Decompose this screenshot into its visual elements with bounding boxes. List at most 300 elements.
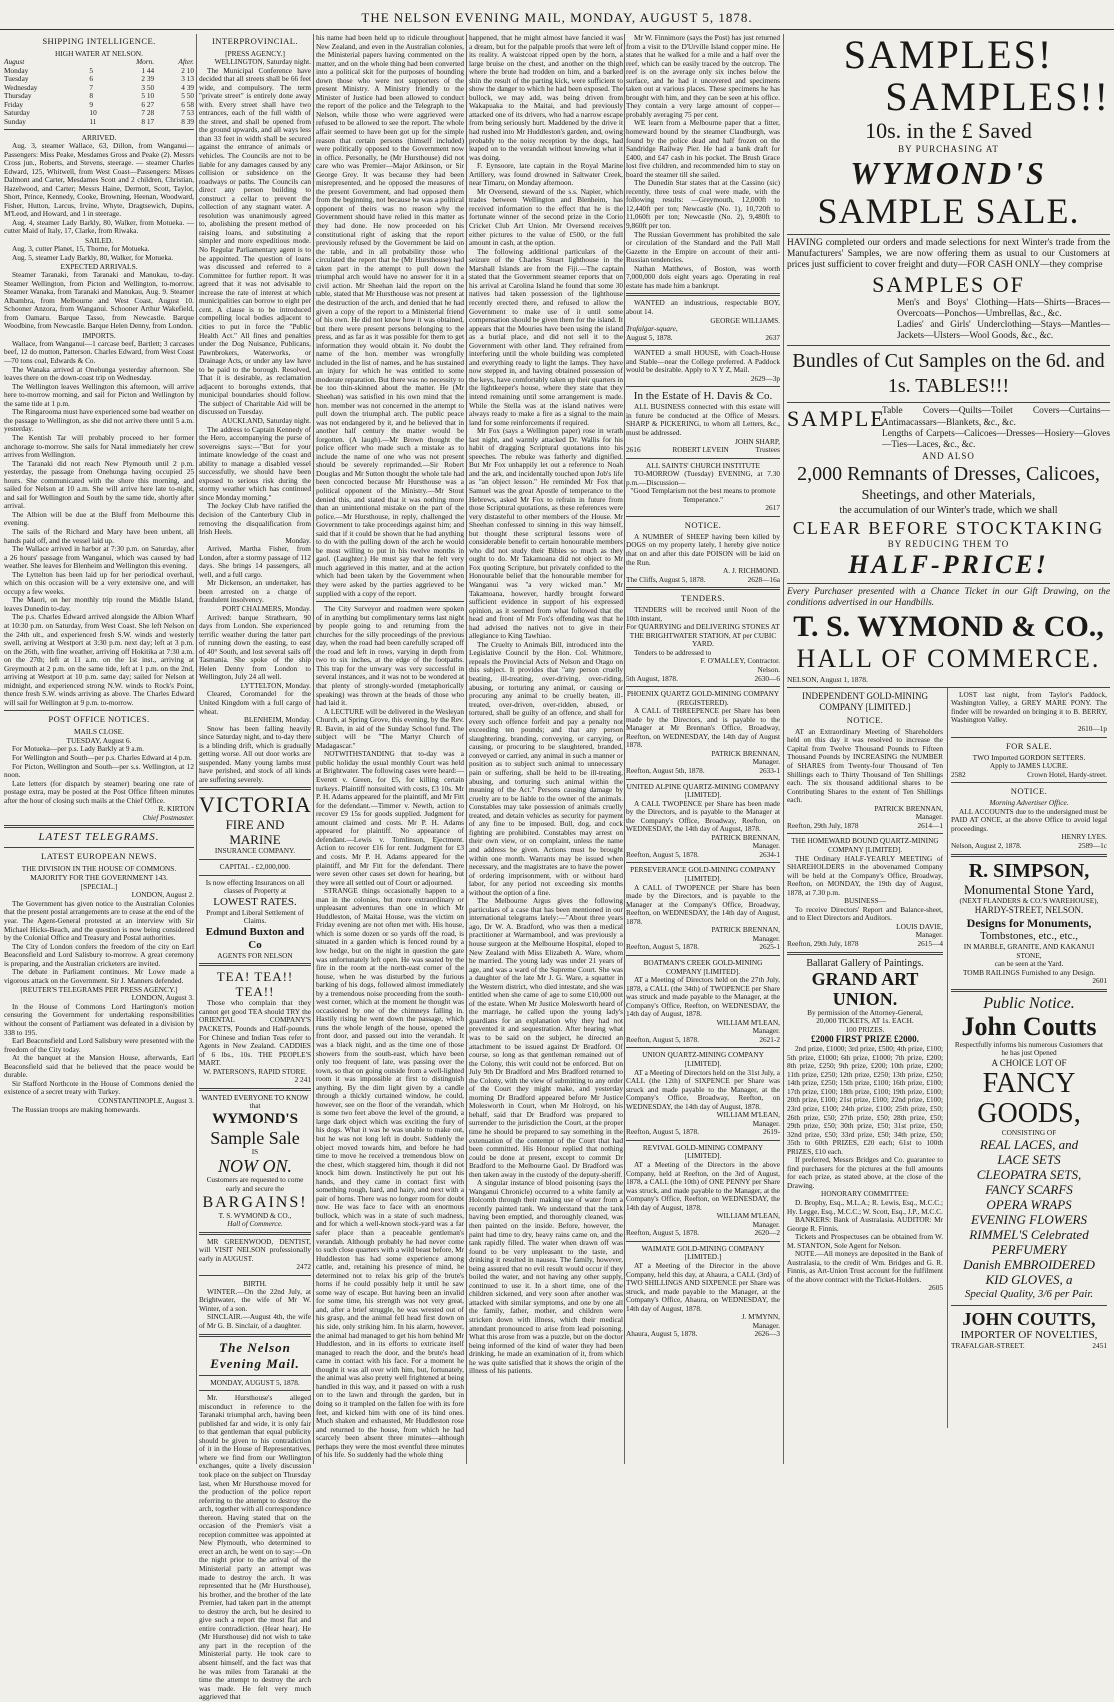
ad-signature: PATRICK BRENNAN, [711,748,780,758]
paragraph: The Taranaki did not reach New Plymouth until 2 p.m. yesterday, the passage from Onehunga having occupied 25 hours. She communicated with the shore this morning, and sailed for Nelson at 10 a.m. She will arrive here late to-night, and sail for Wellington and South by the same tide, shortly after arrival. [4,458,194,511]
paragraph: Cleared, Coromandel for the United Kingdom with a full cargo of wheat. [199,689,311,716]
ad-signature: W. PATERSON'S, RAPID STORE. [203,1066,307,1076]
masthead: THE NELSON EVENING MAIL, MONDAY, AUGUST 5, 1878. [0,0,1114,30]
table-cell: 5 10 [141,91,155,100]
paragraph: Nathan Matthews, of Boston, was worth 7,000,000 dols eight years ago. Operating in real estate has made him a bankrupt. [626,263,780,290]
table-cell: Tuesday [4,74,29,83]
dateline: Monday. [285,535,311,545]
table-cell: 7 53 [181,108,194,117]
paragraph: Sir Stafford Northcote in the House of Commons denied the existence of a secret treaty with Turkey. [4,1078,194,1097]
paragraph: The Cruelty to Animals Bill, introduced into the Legislative Council by the Hon. Col. Whitmore, repeals the Provincial Acts of Nelson and Otago on this subject. It provides that "any person cruelly beating, ill-treating, over-driving, over-riding, abusing, or torturing any animal, or causing or procuring any animal to be cruelly beaten, ill-treated, over-driven, over-ridden, abused, or tortured, shall be guilty of an offence, and shall for every such offence forfeit and pay a penalty not exceeding ten pounds; and that any person slaughtering, branding, conveying, or carrying, or causing, or procuring to be slaughtered, branded, conveyed or carried, any animal in such a manner or position as to subject such animal to unnecessary pain or suffering, shall be held to be ill-treating, abusing, and torturing such animal within the meaning of the Act." Persons causing damage by cruelty are to be liable to the owner of the animals. Constables may take possession of animals cruelly treated, and detain vehicles as security for payment of any fine to be imposed. Bull, dog, and cock fighting are prohibited. Constables may arrest on their own view, or on complaint, unless the name and address be given. Actions must be brought within one month. Warrants may be issued when necessary, and the magistrates are to have the power of ordering imprisonment, with or without hard labor, for any period not exceeding six months without the option of a fine. [469,639,623,897]
column-interprovincial [199,34,312,1702]
ad-text: A CALL TWOPENCE per Share has been made by the Directors, and is payable to the Manager at the Company's Office, Broadway, Reefton, on WEDNESDAY, the 14th day of August, 1878. [626,798,780,834]
ad-samples-of: SAMPLES OF [872,271,1025,297]
paragraph: Aug. 3, steamer Wallace, 63, Dillon, from Wanganui—Passengers: Miss Peake, Mesdames Gross and Peake (2). Messrs Cross jun., Roberts, and Stevens, steerage. — steamer Charles Edward, 125, Whitwell, from West Coast—Passengers: Misses Dalmont and Carter, Mesdames Scott and 2 children, Christian, Hazelwood, and Carter; Messrs Haine, Dermott, Scott, Taylor, Short, Prince, Kennedy, Cooke, Browning, Heenan, Woodward, Fisher, Hutton, Larcus, Irvine, Whyte, Dragtsewich, Dupins, M'Leod, and Howard, and 1 in steerage. [4,141,194,219]
paragraph: Mr Oversend, steward of the s.s. Napier, which trades between Wellington and Blenheim, has received information to the effect that he is the fortunate winner of the second prize in the Corio Cricket Club Art Union. Mr Oversend receives either pictures to the value of £500, or the full amount in cash, at the option. [469,186,623,248]
table-cell: 8 17 [141,116,155,126]
ad-date: Reefton, August 5, 1878. 2620—2 [626,1228,780,1238]
ad-text: If preferred, Messrs Bridges and Co. guarantee to find purchasers for the pictures at the full amounts for each prize, as stated above, at the close of the Drawing. [787,1155,943,1190]
paragraph: F. Eynsoore, late captain in the Royal Marine Artillery, was found drowned in Saltwater Creek, near Timaru, on Monday afternoon. [469,161,623,188]
ad-heading: ALL SAINTS' CHURCH INSTITUTE [646,460,760,470]
ad-text: Tickets and Prospectuses can be obtained from W. M. STANTON, Sole Agent for Nelson. [787,1232,943,1250]
ad-text: To receive Directors' Report and Balance-sheet, and to Elect Directors and Auditors. [787,904,943,923]
paragraph: A LECTURE will be delivered in the Wesleyan Church, at Spring Grove, this evening, by the Rev. R. Bavin, in aid of the Sunday School fund. The subject will be "The Martyr Church of Madagascar." [316,706,464,750]
table-cell: 5 50 [181,91,194,100]
ad-heading: WAIMATE GOLD-MINING COMPANY [LIMITED.] [641,1243,765,1262]
paragraph: STRANGE things occasionally happen to a man in the colonies, but more extraordinary or unpleasant adventures than one in which Mr Huddleston, of Maitai House, was the victim on Friday evening are not often met with. His house, which is some dozen or so yards off the road, is situated in a garden which is fenced round by a low hedge, but on the night in question the gate was unfortunately left open. He was seated by the fire in the room at the north-east corner of the house, when he was disturbed by the furious barking of his dogs, followed almost immediately by a tremendous noise proceeding from the south-west corner, which at the moment he thought was occasioned by one of the chimneys falling in. Hastily rising he went down the passage, which runs the whole length of the house, opened the front door, and passed out into the verandah. It was a black night, and as the time one of those showers from the south-east, which have been only too frequent of late, was passing over the town, so that on going outside from a well-lighted room it was impossible at first to distinguish anything. By the dim light given by a candle through a thickly curtained window, he could, however, see on the floor of the verandah, which is some two feet above the level of the ground, a large dark object which was exciting the fury of his dogs. What it was he was unable to make out, but he was not long left in doubt. Suddenly the object moved towards him, and before he had time to move he received a tremendous blow on the chest, which staggered him, though it did not knock him down. Instinctively he put out his hands, and they came in contact first with something rough, hard, and hairy, and next with a pair of horns. There was no longer room for doubt now. He was face to face with an enormous bullock, which was in a state of such madness, and for which a well-known stock-yard was a far safer place than a peaceable gentleman's verandah. Although probably he had never come to such close quarters with a wild beast before, Mr Huddleston has had some experience among cattle, and, retaining his presence of mind, he determined not to relax his grip of the brute's horns if he could possibly help it until he saw some way of escape. But having been an invalid for some time, his strength was not very great, and, after a brief struggle, he was wrested out of his grasp, and the animal fell head first down on his side, only striking him. In his alarm, however, the animal had managed to get his horn behind Mr Huddleston, and in its efforts to extricate itself managed to reach the door, and the brute's head came in contact with his face. For a moment he thought it was all over with him, but, fortunately, the animal was also pretty well frightened at being handled in this way, and it passed on with a rush on to the lawn and through the garden, but in doing so it trampled on the fallen foe with its fore feet, and kicked him with one of its hind ones. Much shaken and exhausted, Mr Huddleston rose and returned to the house, from which he had scarcely been absent three minutes—although perhaps they were the most eventful three minutes of his life. So suddenly had the whole thing [316,886,464,1460]
paragraph: The City Surveyor and roadmen were spoken of in anything but complimentary terms last night by people going to and returning from the churches for the silly proceedings of the previous day, when the road had been carefully scraped off the road and left in rows, varying in depth from two to six inches, at the edge of the footpaths. This trap for the unwary was very successful in several instances, and it was not to be wondered at that plenty of strongly-worded (metaphorically speaking) was thrown at the heads of those who had laid it. [316,604,464,708]
ad-signature: WILLIAM M'LEAN, [716,1110,780,1120]
table-cell: 4 39 [181,82,194,92]
table-cell: 2 39 [141,74,155,83]
paragraph: Mr Dickenson, an undertaker, has been arrested on a charge of fraudulent insolvency. [199,578,311,605]
ad-text: A NUMBER of SHEEP having been killed by DOGS on my property lately, I hereby give notice that on and after this date POISON will be laid on the Run. [626,531,780,567]
ad-samples-heading: SAMPLES!! [885,74,1110,119]
ad-text: WANTED a small HOUSE, with Coach-House and Stable—near the College preferred. A Paddock would be desirable. Apply to X Y Z, Mail. [626,348,780,375]
paragraph: Aug. 4, steamer Lady Barkly, 80, Walker, from Motueka. — cutter Maid of Italy, 17, Clarke, from Riwaka. [4,217,194,236]
table-cell: Wednesday [4,82,38,92]
table-cell: 8 39 [181,116,194,126]
dateline: BLENHEIM, Monday. [243,715,311,725]
ad-item: OPERA WRAPS [986,1197,1072,1213]
table-cell: Morn. [136,57,155,66]
subheading: [SPECIAL.] [80,882,118,892]
ad-heading: BOATMAN'S CREEK GOLD-MINING COMPANY [LIMITED]. [643,957,763,976]
ad-date: Reefton, August 5, 1878. 2619- [626,1127,780,1137]
paragraph: his name had been held up to ridicule throughout New Zealand, and even in the Australian colonies, the Ministerial papers having commented on the matter, and on the whole thing had been converted into a political skit for the purposes of hounding down those who were not supporters of the present Ministry. A Ministry friendly to the Minister of Justice had been allowed to conduct the report of the police and the Telegraph to the Nelson, while those who were aggrieved were refused to be allowed to see the report. The whole affair seemed to have been got up for the simple reason that certain persons (himself included) were politically opposed to the Government now in office. Personally, he (Mr Hursthouse) did not care who was Premier—Major Atkinson, or Sir George Grey. It was because they had been misrepresented, and he opposed the measures of the present Government, and had opposed them from the beginning, not because he was a political opponent of theirs was no reason why the Government should have relied in this matter as they had done. He now proceeded on his constitutional right of asking that the report previously refused by the Government be laid on the table, and in all probability those who circulated the report that he (Mr Hursthouse) had taken part in the attempt to pull down the triumphal arch would have no answer for it in a civil action. Mr Sheehan laid the report on the table, stated that Mr Hursthouse was not present at the destruction of the arch, and denied that he had given a copy of the report to a Ministerial friend of his own. He did not know how it was obtained, but there were present persons belonging to the press, and as far as it was possible for them to get information they would obtain it. No doubt the name of the hon. member was wrongfully included in the list of names, and he has sustained an injury for which he was entitled to some moderate reparation. But there was no necessity to be too thin-skinned about the matter. He (Mr Sheehan) was satisfied in his own mind that the hon. member was not concerned in the attempt to pull down the triumphal arch. The public peace was not endangered by it, and he believed that in another half century the matter would be forgotten. (A laugh).—Mr Brown thought the police officer who made such a mistake as to include the name of one who was not present should be severely reprimanded.—Sir Robert Douglas and Mr Sutton thought the whole tale had been concocted because Mr Hursthouse was a political opponent of the Ministry.—Mr Stout denied this, and stated that it was nothing more than an unintentional mistake on the part of the police.—Mr Hursthouse, in reply, challenged the Government to take proceedings against him; and said that if it could be shown that he had anything to do with the pulling down of the arch he would be most willing to put in his twelve months in gaol. (Laughter.) He must say that he felt very much aggrieved in this matter, and at the action which had been taken by the Government when they were asked by the parties aggrieved to be supplied with a copy of the report. [316,33,464,598]
table-cell: 7 28 [141,108,155,117]
column-shipping [4,34,194,1466]
ad-text: By permission of the Attorney-General, [807,1007,923,1017]
paragraph: The following additional particulars of the seizure of the Charles Stuart lighthouse in the Marshall Islands are from the Fiji.—The captain stated that the Government steamer reports that on his arrival at Carolina Island he found that some 30 natives had taken possession of the lighthouse recently erected there, and refused to allow the Government to make use of it until some compensation should be given them for the island. It appears that the Mouries have been using the island as a burial place, and did not sell it to the Government with other land. They refrained from interfering until the whole building was completed and everything ready to light the lamps. They have now stepped in, and having obtained possession of the keys, have comfortably taken up their quarters in the lightkeeper's house, where they state that they intend remaining until some arrangement is made. While the Stella was at the island natives were always ready to make a fire as a signal to the main land for some reinforcements if required. [469,246,623,427]
ad-bundles: Bundles of Cut Samples on the 6d. and 1s. TABLES!!! [792,350,1105,398]
ad-date: Reefton, 29th July, 1878 2615—4 [787,938,943,948]
ad-heading: INDEPENDENT GOLD-MINING COMPANY [LIMITED.] [801,690,929,712]
subheading: ARRIVED. [81,133,117,142]
ad-text: "Good Templarism not the best means to promote Temperance." [630,486,776,504]
paragraph: Late letters (for dispatch by steamer) bearing one rate of postage extra, may be posted at the Post Office fifteen minutes after the hour of closing such mails at the Chief Office. [4,778,194,805]
ad-signature: JOHN SHARP, [734,436,780,446]
ad-text: 20,000 TICKETS, AT 1s. EACH. [816,1016,914,1026]
paragraph: The Dunedin Star states that at the Cassino (sic) recently, three tests of coal were made, with the following results: —Greymouth, 12,000ft to 12,440ft per ton; Newcastle (No. 1), 10,720ft to 11,060ft per ton; Newcastle (No. 2), 9,480ft to 9,860ft per ton. [626,178,780,231]
subcolumn-mining [787,691,943,1426]
subheading: [PRESS AGENCY.] [225,49,285,58]
ad-tsw: T. S. WYMOND & CO., [793,609,1104,643]
ad-date: Reefton, 29th July, 1878 2614—1 [787,820,943,830]
ad-agent-label: AGENTS FOR NELSON [217,950,293,960]
paragraph: For Picton, Wellington and South—per s.s. Wellington, at 12 noon. [4,761,194,780]
ad-fancy-goods: FANCY GOODS, [977,1067,1081,1129]
ad-signature: Manager. [752,1219,780,1229]
subheading: HIGH WATER AT NELSON. [54,49,143,58]
table-cell: 3 13 [181,74,194,83]
ad-heading: TENDERS. [680,593,726,604]
ad-signature: Manager. [752,841,780,851]
ad-text: NOTE.—All moneys are deposited in the Bank of Australasia, to the credit of Wm. Bridges and G. R. Finnis, as Art-Union Trust account for the fulfilment of the above contract with the Ticket-Holders. [787,1249,943,1284]
ad-victoria-capital: CAPITAL - £2,000,000. [219,862,291,872]
ad-list: Table Covers—Quilts—Toilet Covers—Curtains—Antimacassars—Blankets, &c., &c. [882,406,1110,428]
ad-number: 2629—3p [750,373,780,383]
ad-number: 2617 [765,503,780,513]
ad-text: WANTED EVERYONE TO KNOW that [201,1092,309,1111]
ad-tea-title: TEA! TEA!! TEA!! [216,969,294,1000]
ad-text: D. Brophy, Esq., M.L.A.; R. Lewis, Esq., M.C.C.; Hy. Legge, Esq., M.C.C.; W. Scott, Esq., J.P., M.C.C. [787,1198,943,1216]
subheading: IMPORTS. [82,330,116,340]
ad-list: Ladies' and Girls' Underclothing—Stays—Mantles—Jackets—Ulsters—Wool Goods, &c., &c. [897,320,1110,342]
ad-text: (NEXT FLANDERS & CO.'S WAREHOUSE), [959,895,1099,905]
paper-date: MONDAY, AUGUST 5, 1878. [210,1377,300,1387]
dateline: PORT CHALMERS, Monday. [222,604,311,613]
paragraph: Arrived: barque Strathearn, 90 days from London. She experienced terrific weather during the latter part of running down the easting, to east of 40° South, and lost several sails off Tasmania. She spoke of the ship Helen Denny from London to Wellington, July 24 all well. [199,612,311,682]
ad-list: Lengths of Carpets—Calicoes—Dresses—Hosiery—Gloves—Ties—Laces, &c., &c. [882,428,1110,451]
ad-signature: Manager. [752,1320,780,1330]
ad-text: TENDERS will be received until Noon of the 10th instant, [626,605,780,623]
column-editorial [316,34,464,1466]
table-row [4,101,194,110]
subheading: MAJORITY FOR THE GOVERNMENT 143. [30,873,168,883]
ad-hoc: HALL OF COMMERCE. [796,643,1101,673]
ad-number: 2601 [1092,976,1107,986]
paragraph: SINCLAIR.—August 4th, the wife of Mr G. B. Sinclair, of a daughter. [199,1312,311,1330]
ad-subcolumns [787,688,1110,1428]
ad-item: LACE SETS [997,1152,1061,1168]
paragraph: The Wanaka arrived at Onehunga yesterday afternoon. She leaves there on the down-coast trip on Wednesday. [4,364,194,383]
subheading: TUESDAY, August 6. [66,736,132,746]
paragraph: The City of London confers the freedom of the city on Earl Beaconsfield and Lord Salisbury to-morrow. A great ceremony is preparing, and the Australian cricketers are invited. [4,941,194,968]
ad-text: AT a Meeting of the Director in the above Company, held this day, at Ahaura, a CALL (3rd) of TWO SHILLINGS AND SIXPENCE per Share was struck, and made payable to the Manager, at the Company's Office, Ahaura, on WEDNESDAY, the 14th day of August, 1878. [626,1261,780,1313]
section-heading: POST OFFICE NOTICES. [48,714,150,725]
paragraph: The Municipal Conference have decided that all streets shall be 66 feet wide, and compulsory. The term "private street" is entirely done away with. Every street shall have two entrances, each of the full width of the street, and shall be opened from the ground upwards, and all ways less than 33 feet in width shall be secured against the entrance of animals or vehicles. The Councils are not to be liable for any damages caused by any collision or subsidence on the roadways or paths. The Councils can direct any person building to construct a cellar to prevent the collection of any stagnant water. A resolution was unanimously agreed to, abolishing the present method of raising loans, and substituting a simpler and more expeditious mode. No Regular Parliamentary agent is to be appointed. The question of loans was discussed and referred to a Committee for further report. It was agreed that it was not advisable to increase the rate of interest at which municipalities can borrow to eight per cent. A clause is to be introduced compelling local bodies adjacent to cities to put in force the "Public Health Act." All fines and penalties under the Dog Nuisance, Publicans, Pawnbrokers, Waterworks, or Drainage Acts, or under any law have to be paid to the borough. Resolved, That it is desirable, as reclamation adjacent to boroughs extends, that municipal boundaries should follow. The subject of Charitable Aid will be discussed on Tuesday. [199,65,311,417]
section-heading: SHIPPING INTELLIGENCE. [42,36,156,46]
subheading: [REUTER'S TELEGRAMS PER PRESS AGENCY.] [20,985,178,995]
ad-text: HARDY-STREET, NELSON. [974,905,1084,916]
dateline: AUCKLAND, Saturday night. [221,415,311,425]
paragraph: WE learn from a Melbourne paper that a fitter, homeward bound by the steamer Claudburgh, was found by the police dead and half frozen on the Sandridge Railway Pier. He had a bank draft for £400, and £47 cash in his pocket. The Brush Grace lost five children, and recommended him to stay on board the steamer till she sailed. [626,118,780,179]
ad-text: BUSINESS— [844,896,886,906]
ad-text: Customers are requested to come early and secure the [206,1175,304,1193]
ad-text: TO-MORROW (Tuesday) EVENING, at 7.30 p.m.—Discussion— [626,469,780,487]
ad-text: Designs for Monuments, [966,916,1092,931]
ad-signature: Manager. [752,933,780,943]
ad-signature: LOUIS DAVIE, [896,921,943,931]
high-water-table [4,58,194,126]
ad-sample: SAMPLE [787,406,886,432]
table-cell: 3 50 [141,82,155,92]
ad-text: BY REDUCING THEM TO [887,539,1010,550]
ad-text: BANKERS: Bank of Australasia. AUDITOR: Mr George R. Finnis. [787,1215,943,1233]
ad-now-on: NOW ON. [217,1156,292,1177]
section-heading: LATEST TELEGRAMS. [38,831,160,844]
ad-text: ALL BUSINESS connected with this estate will in future be conducted at the Office of Messrs. SHARP & PICKERING, to whom all Letters, &c., must be addressed. [626,402,780,437]
ad-text: IN MARBLE, GRANITE, AND KAKANUI STONE, [963,942,1095,960]
signature-title: Chief Postmaster. [142,812,194,822]
paragraph: The address to Captain Kennedy of the Hero, accompanying the purse of sovereigns says:—"But for your intimate knowledge of the coast and ability to manage a disabled vessel successfully, we should have been exposed to serious risk during the stormy weather which has continued since Monday morning." [199,424,311,502]
ad-text: LOST last night, from Taylor's Paddock, Washington Valley, a GREY MARE PONY. The finder will be rewarded on bringing it to B. BERRY, Washington Valley. [951,689,1107,725]
ad-text: IS [251,1146,259,1156]
ad-simpson: R. SIMPSON, [968,859,1090,882]
table-cell: 9 [89,99,94,109]
paper-title: The Nelson Evening Mail. [210,1339,300,1371]
ad-text: AT a Meeting of Directors held on the 31st July, a CALL (the 12th) of SIXPENCE per Share was struck and made payable to the Manager, at the Company's Office, Broadway, Reefton, on WEDNESDAY, the 14th day of August, 1878. [626,1067,780,1111]
column-rule [466,34,467,1464]
ad-heading: THE HOMEWARD BOUND QUARTZ-MINING COMPANY [LIMITED]. [791,836,939,854]
ad-signature: F. O'MALLEY, Contractor. [700,656,780,666]
dateline: LYTTELTON, Monday. [240,680,311,690]
ad-john-coutts: John Coutts [961,1011,1097,1041]
ad-date: Reefton, August 5, 1878. 2621-2 [626,1034,780,1044]
column-notices [626,34,780,1466]
ad-text: the accumulation of our Winter's trade, which we shall [839,505,1058,517]
ad-heading: UNITED ALPINE QUARTZ-MINING COMPANY [LIMITED]. [626,781,780,800]
ad-text: Apply to JAMES LUCRE. [989,761,1069,771]
dateline: LONDON, August 3. [131,993,194,1003]
paragraph: Earl Beaconsfield and Lord Salisbury were presented with the freedom of the City today. [4,1036,194,1054]
ad-text: AT a Meeting of the Directors in the above Company, held at Reefton, on the 3rd of August, 1878, a CALL (the 10th) of ONE PENNY per Share was struck, and made payable to the Manager, at the Company's Office, Reefton, on WEDNESDAY, the 14th day of August, 1878. [626,1159,780,1212]
ad-public-notice: Public Notice. [983,994,1075,1012]
ad-text: can be seen at the Yard. [994,959,1064,969]
signature: R. KIRTON [158,804,194,814]
paragraph: The debate in Parliament continues. Mr Lowe made a vigorous attack on the Government. Sir J. Manners defended. [4,967,194,985]
ad-signature: 2616 ROBERT LEVEIN Trustees [626,445,780,455]
ad-text: CONSISTING OF [1001,1127,1057,1137]
ad-heading: In the Estate of H. Davis & Co. [633,390,773,403]
ad-signature: Manager. [752,1026,780,1036]
ad-signature: J. M'MYNN, [741,1312,780,1322]
ad-text: Is now effecting Insurances on all classes of Property at [205,877,305,896]
ad-signature: Manager. [752,757,780,767]
ad-number: 2 241 [294,1075,311,1085]
paragraph: For Wellington and South—per p.s. Charles Edward at 4 p.m. [12,753,192,762]
ad-victoria-sub: FIRE AND MARINE [225,817,285,848]
table-cell: 5 [89,65,94,75]
ad-date: August 5, 1878. 2637 [626,332,780,342]
ad-location: Trafalgar-square, [626,324,678,334]
table-row [4,109,194,118]
ad-date: Ahaura, August 5, 1878. 2626—3 [626,1329,780,1339]
ad-bargains: BARGAINS! [202,1193,308,1211]
ad-samples-heading: SAMPLES! [843,32,1054,77]
ad-text: A CHOICE LOT OF [991,1057,1067,1068]
ad-number: 2472 [296,1262,311,1272]
ad-list: Men's and Boys' Clothing—Hats—Shirts—Braces—Overcoats—Ponchos—Umbrellas, &c., &c. [897,297,1110,319]
paragraph: The Melbourne Argus gives the following particulars of a case that has been mentioned in our international telegrams lately:—"About three years ago, Dr W. A. Bradford, who was then a medical practitioner at Warrnambool, and was previously a house surgeon at the Melbourne Hospital, eloped to New Zealand with Miss Elizabeth A. Ware, whom he married. The young lady was under 21 years of age, and was a ward of the Supreme Court. She was a daughter of the late Mr J. G. Ware, a squatter in the Western district, who died intestate, and she was entitled when she came of age to some £10,000 out of the estate. When Mr Justice Molesworth heard of the marriage, he called upon the young lady's guardians for an explanation why they had not prevented it and sequestration. After hearing what was to be said on the subject, he directed an attachment to be issued against Dr Bradford. Of course, so long as that gentleman remained out of the Colony, this writ could not be enforced. But on July 9th Dr Bradford and Mrs Bradford returned to the Colony, with the view of submitting to any order of the Court they might make, and yesterday morning Dr Bradford appeared before Mr Justice Molesworth in Court, when Mr Holroyd, on his behalf, said that Dr Bradford was prepared to surrender to the jurisdiction the Court, at the proper time he should be prepared to say something in the extenuation of the contempt of the Court that had been committed. His Honour replied that nothing could be done at present, except to commit Dr Bradford to the Melbourne Gaol. Dr Bradford was then taken away in the custody of the deputy-sheriff. [469,896,623,1179]
table-cell: 7 [89,82,94,92]
ad-signature: GEORGE WILLIAMS. [710,315,780,325]
ad-item: CLEOPATRA SETS, [976,1167,1082,1183]
ad-item: PERFUMERY [991,1242,1067,1258]
ad-heading: UNION QUARTZ-MINING COMPANY [LIMITED]. [642,1050,764,1068]
ad-heading: PHOENIX QUARTZ GOLD-MINING COMPANY (REGISTERED). [626,689,780,707]
ad-text: Sheetings, and other Materials, [861,488,1036,504]
ad-date: 5th August, 1878. 2630—6 [626,673,780,683]
dateline: WELLINGTON, Saturday night. [214,57,311,66]
paragraph: The Ringarooma must have experienced some bad weather on the passage to Wellington, as she did not arrive there until 5 a.m. yesterday. [4,407,194,434]
ad-clear: CLEAR BEFORE STOCKTAKING [792,518,1105,539]
ad-grand-art-union: GRAND ART UNION. [811,968,919,1009]
paragraph: Mr W. Finnimore (says the Post) has just returned from a visit to the D'Urville Island copper mine. He states that he walked for a mile and a half over the reef, which can be easily traced by the outcrop. The reef is on the average only six inches below the surface, and he had it uncovered and specimens taken out at various places. These specimens he has brought with him, and they can be seen at his office. They contain a very large amount of copper—probably averaging 75 per cent. [626,33,780,119]
ad-text: IMPORTER OF NOVELTIES, [960,1329,1098,1342]
ad-address: TRAFALGAR-STREET. 2451 [951,1341,1107,1351]
subheading: THE DIVISION IN THE HOUSE OF COMMONS. [21,864,177,874]
ad-item: Danish EMBROIDERED [963,1257,1095,1273]
paragraph: Snow has been falling heavily since Saturday night, and to-day there is a blinding drift, which is gradually getting worse. All out door works are suspended. Many young lambs must have perished, and stock of all kinds are suffering severely. [199,723,311,784]
table-header-row [4,58,194,67]
table-cell: 2 10 [181,65,194,75]
table-cell: Saturday [4,108,30,117]
ad-half-price: HALF-PRICE! [848,550,1049,580]
paragraph: Steamer Taranaki, from Taranaki and Manukau, to-day. Steamer Wellington, from Picton and Wellington, to-morrow. Steamer Wanaka, from Taranaki and Manukau, Aug. 9. Steamer Albambra, from Melbourne and West Coast, August 10. Schooner Anzora, from Wanganui. Schooner Arthur Wakefield, from Oamaru. Barque Tasso, from Newcastle. Barque Woodbine, from Newcastle. Barque Helen Denny, from London. [4,270,194,331]
ad-text: Those who complain that they cannot get good TEA should TRY the ORIENTAL COMPANY'S PACKETS, Pounds and Half-pounds. For Chinese and Indian Teas refer to Agents in New Zealand. CADDIES of 6 lbs., 10s. THE PEOPLE'S MART. [199,998,311,1068]
column-rule [783,34,784,1464]
ad-signature: Hall of Commerce. [227,1219,283,1229]
paragraph: The Wallace arrived in harbor at 7:30 p.m. on Saturday, after a 26 hours' passage from Wanganui, which was caused by bad weather. She leaves for Blenheim and Wellington this evening. [4,544,194,571]
table-cell: 6 27 [141,99,155,109]
paragraph: The Government has given notice to the Australian Colonies that the present postal arrangements are to cease at the end of the year. The Agent-General protested at an interview with Sir Michael Hicks-Beach, and the question is now being considered by the Colonial Office and Treasury and Postal authorities. [4,898,194,943]
paragraph: The Russian troops are making homewards. [12,1104,141,1114]
ad-wymond-name: WYMOND'S [212,1110,298,1127]
ad-agent: Edmund Buxton and Co [205,925,305,951]
ad-signature: A. J. RICHMOND. [723,566,780,576]
table-cell: 10 [89,108,97,117]
ad-item: RIMMEL'S Celebrated [969,1227,1089,1243]
ad-text: Morning Advertiser Office. [989,798,1069,808]
ad-text: WANTED an industrious, respectable BOY, about 14. [626,298,780,316]
editorial: Mr. Hursthouse's alleged misconduct in reference to the Taranaki triumphal arch, having been published far and wide, it is only fair to that gentleman that equal publicity should be given to his contradiction of it in the House of Representatives, where we find from our Wellington exchanges, quite a lively discussion took place on the subject on Thursday last, when Mr Hursthouse moved for the production of the police report referring to the attempt to destroy the arch, together with all correspondence thereon. Having stated that on the occasion of the Premier's visit a reception committee was appointed at New Plymouth, who determined to erect an arch, he went on to say:—On the night prior to the arrival of the Ministerial party an attempt was made to destroy the arch. It was represented that he (Mr Hursthouse), his brother, and the brother of the late Premier, had taken part in the attempt to destroy the arch, but he desired to give such a report the most flat and entire contradiction. (Hear hear). He (Mr Hursthouse) did not wish to take any part in the reception of the Ministerial party. He took care to absent himself, and the fact was that he was miles from Taranaki at the time the attempt to destroy the arch was made. He felt very much aggrieved that [199,1393,311,1702]
table-cell: 11 [89,116,97,126]
table-row [4,84,194,93]
ad-date: Reefton, August 5th, 1878. 2633-1 [626,766,780,776]
ad-signature: Manager. [752,1118,780,1128]
ad-signature: PATRICK BRENNAN, [711,832,780,842]
table-cell: 1 44 [141,65,155,75]
subheading: BIRTH. [243,1278,267,1288]
paragraph: The Wellington leaves Wellington this afternoon, will arrive here to-morrow morning, and sail for Picton and Wellington by the same tide at 1 p.m. [4,381,194,408]
table-cell: 6 [89,74,94,83]
ad-victoria-sub2: INSURANCE COMPANY. [214,846,296,856]
ad-heading: REVIVAL GOLD-MINING COMPANY [LIMITED]. [642,1142,764,1161]
table-cell: Monday [4,65,29,75]
ad-text: Tombstones, etc., etc., [980,930,1078,943]
news-heading: LATEST EUROPEAN NEWS. [41,851,157,862]
paragraph: happened, that he might almost have fancied it was a dream, but for the palpable proofs that were left of its reality. A waistcoat ripped open by the horn, a large bruise on the chest, and another on the thigh where the brute had trodden on him, and a barked shin the result of the parting kick, were sufficient to show the danger to which he had been exposed. The bullock, we may add, was being driven from Wakapuaka to the Maitai, and had previously attacked one of its drivers, who had a narrow escape from being seriously hurt. Maddened by the drive it had rushed into Mr Huddleston's garden, and, owing probably to the noisy reception by the dogs, had leaped on to the verandah without knowing what it was doing. [469,33,623,162]
ad-sample-sale: Sample Sale [210,1127,300,1148]
ad-signature: WILLIAM M'LEAN, [716,1211,780,1221]
ad-signature: T. S. WYMOND & CO., [218,1210,292,1220]
ad-text: AT an Extraordinary Meeting of Shareholders held on this day it was resolved to increase the Capital from Twelve Thousand Pounds to Fifteen Thousand Pounds by INCREASING the NUMBER of SHARES from Twenty-four Thousand of Ten Shillings each to Thirty Thousand of Ten Shillings each. The six thousand additional shares to be Contributing Shares to the extent of Ten Shillings each. [787,726,943,805]
ad-text: HONORARY COMMITTEE: [821,1189,909,1199]
ad-text: THE Ordinary HALF-YEARLY MEETING of SHAREHOLDERS in the abovenamed Company will be held at the Company's Office, Broadway, Reefton, on MONDAY, the 19th day of August, 1878, at 7.30 p.m. [787,853,943,897]
ad-date: NELSON, August 1, 1878. [787,674,868,684]
ad-date: Reefton, August 5, 1878. 2625-1 [626,942,780,952]
ad-item: KID GLOVES, a [985,1272,1073,1288]
subheading: EXPECTED ARRIVALS. [60,262,138,272]
ad-signature: WILLIAM M'LEAN, [716,1017,780,1027]
ad-signature: Manager. [915,812,943,822]
ad-signature: PATRICK BRENNAN, [874,803,943,813]
ad-text: 2nd prize, £1000; 3rd prize, £500; 4th prize, £100; 5th prize, £1000; 6th prize, £1000; 7th prize, £200; 8th prize, £250; 9th prize, £200; 10th prize, £200; 11th prize, £250; 12th prize, £250; 13th prize, £250; 14th prize, £250; 15th prize, £100; 16th prize, £100; 17th prize, £100; 18th prize, £100; 19th prize, £100; 20th prize, £100; 21st prize, £100; 22nd prize, £100; 23rd prize, £100; 24th prize, £100; 25th prize, £50; 26th prize, £50; 27th prize, £50; 28th prize, £50; 29th prize, £50; 30th prize, £50; 31st prize, £50; 32nd prize, £50; 33rd prize, £50; 34th prize, £50; 35th to 60th PRIZES, £20 each; 61st to 100th PRIZES, £10 each. [787,1044,943,1156]
ad-text: AT a Meeting of Directors held on the 27th July, 1878, a CALL (the 34th) of TWOPENCE per Share was struck and made payable to the Manager, at the Company's Office, Reefton, on WEDNESDAY, the 14th day of August, 1878. [626,975,780,1019]
ad-text: Respectfully informs his numerous Customers that he has just Opened [954,1039,1104,1058]
subcolumn-notices [951,691,1107,1426]
ad-text: Every Purchaser presented with a Chance Ticket in our Gift Drawing, on the conditions advertised in our Handbills. [787,587,1110,609]
ad-signature: Manager. [915,930,943,940]
ad-text: TWO Imported GORDON SETTERS. [972,752,1086,762]
paragraph: Arrived, Martha Fisher, from London, after a stormy passage of 112 days. She brings 14 passengers, all well, and a full cargo. [199,544,311,579]
column-rule [196,34,197,1464]
ad-text: For QUARRYING and DELIVERING STONES AT THE BRIGHTWATER STATION, AT per CUBIC YARD. [626,622,780,649]
paragraph: At the banquet at the Mansion House, afterwards, Earl Beaconsfield said that he believed that the peace would be durable. [4,1053,194,1080]
column-rule [313,34,314,1464]
ad-heading: PERSEVERANCE GOLD-MINING COMPANY [LIMITED]. [630,865,776,884]
dateline: LONDON, August 2. [131,890,194,900]
paragraph: The Albion will be due at the Bluff from Melbourne this evening. [4,509,194,528]
ad-item: Special Quality, 3/6 per Pair. [964,1288,1094,1301]
ad-text: ALL ACCOUNTS due to the undersigned must be PAID AT ONCE, at the above Office to avoid legal proceedings. [951,806,1107,833]
paragraph: The sails of the Richard and Mary have been unbent, all hands paid off, and the vessel laid up. [4,526,194,545]
ad-date: 2582 Crown Hotel, Hardy-street. [951,769,1107,779]
paragraph: WINTER.—On the 22nd July, at Brightwater, the wife of Mr W. Winter, of a son. [199,1286,311,1313]
ad-saved: 10s. in the £ Saved [865,118,1032,143]
subheading: SAILED. [84,236,114,246]
ad-text: LOWEST RATES. [213,895,297,908]
paragraph: The p.s. Charles Edward arrived alongside the Albion Wharf at 10:30 p.m. on Saturday, from West Coast. She left Nelson on the 24th ult., and experienced fresh S.W. winds and westerly swell, arriving at Westport at 3:30 p.m. next day; left at 3 p.m. on the 26th, with fine weather, arriving off Hokitika at 7:30 a.m. on the 27th; left at 11 a.m. on the 1st inst., arriving at Greymouth at 2 p.m. on the same tide, left at 1 p.m. on the 2nd, arriving at Westport at 10 p.m. same day; sailed for Nelson at midnight, and experienced strong N.W. winds to Rock's Point, thence fresh S.W. winds arriving as above. The Charles Edward will sail for Wellington at 9 p.m. to-morrow. [4,612,194,707]
column-wymond-ad [787,34,1110,1466]
paragraph: Mr Fox (says a Wellington paper) rose in wrath last night, and warmly attacked Dr. Wallis for his habit of dragging Scriptural quotations into his speeches. The rebuke was fatherly and dignified. But Mr Fox unhappily let out a reference to Noah and the ark, and incidentally touched upon Job's life as "an object lesson." He reminded Mr Fox that Samuel was the great Apostle of temperance to the Hebrews, asked Mr Fox to refrain in future from those Scriptural quotations, as these references were very distasteful to other members of the House. Mr Sheehan confessed to sinning in this way himself, but thought these scriptural lessons were of considerable benefit to certain honourable members who did not study their Bibles so much as they ought to do. Mr Takamoana did not object to Mr Fox quoting Scripture, but privately confided to the Honourable belief that the honourable member for Wanganui was "a very wicked man." Mr Takamoana, however, hardly brought forward sufficient evidence in support of his expressed opinion, as it seemed from what followed that the head and front of Mr Fox's offending was that he had advised the natives not to give in their allegiance to King Tawhiao. [469,426,623,641]
ad-text: 100 PRIZES. [845,1024,885,1034]
table-row [4,67,194,76]
ad-text: Tenders to be addressed to [634,647,712,657]
ad-john-coutts-sig: JOHN COUTTS, [962,1309,1096,1330]
table-cell: After. [178,57,194,66]
ad-dentist: MR GREENWOOD, DENTIST, will VISIT NELSON professionally early in AUGUST. [199,1236,311,1263]
table-cell: 6 58 [181,99,194,109]
paragraph: A singular instance of blood poisoning (says the Wanganui Chronicle) occurred to a white family at Holcomb through their making use of water from a recently painted tank. We understand that the tank having been emptied, and thoroughly cleaned, was then painted on the inside. Before, however, the paint had time to dry, heavy rains came on, and the tank rapidly filled. The water when drawn off was found to be very unpleasant to the taste, and drinking it resulted in nausea. The family, however, being assured that no evil result would occur if they boiled the water, and not having any other supply, continued to use it. In a short time, one of the children sickened, and very soon after another was attacked with similar symptoms, and one by one all the family, father, mother, and children were stricken down with illness, which their medical attendant pronounced to arise from lead poisoning. What this arose from was a puzzle, but on the doctor being informed of the kind of water they had been drinking, he made an examination of it, from which he was quite satisfied that it shows the origin of the illness of his patients. [469,1178,623,1376]
table-row [4,118,194,127]
ad-text: £2000 FIRST PRIZE £2000. [811,1034,919,1045]
ad-number: 2605 [928,1283,943,1293]
table-row [4,92,194,101]
paragraph: In the House of Commons Lord Hartington's motion censuring the Government for undertaking responsibilities without the consent of Parliament was defeated in a division by 338 to 195. [4,1001,194,1037]
ad-date: Nelson, August 2, 1878. 2589—1c [951,840,1107,850]
ad-text: A CALL of THREEPENCE per Share has been made by the Directors, and is payable to the Manager at Mr Brennan's Office, Broadway, Reefton, on WEDNESDAY, the 14th day of August 1878. [626,706,780,750]
ad-signature: PATRICK BRENNAN, [711,925,780,935]
table-cell: 8 [89,91,94,100]
table-cell: August [4,57,25,66]
ad-date: Reefton, August 5, 1878. 2634-1 [626,849,780,859]
paragraph: Aug. 3, cutter Planet, 15, Thorne, for Motueka. [12,244,150,254]
ad-remnants: 2,000 Remnants of Dresses, Calicoes, [797,463,1100,486]
paragraph: The Maori, on her monthly trip round the Middle Island, leaves Dunedin to-day. [4,595,194,613]
paragraph: The Jockey Club have ratified the decision of the Canterbury Club in removing the disqualification from Irish Heels. [199,501,311,537]
ad-location: Nelson. [757,665,780,674]
ad-text: HAVING completed our orders and made selections for next Winter's trade from the Manufacturers' Samples, we are now offering them as usual to our Customers at prices just sufficient to cover freight and duty—FOR CASH ONLY—they comprise [787,238,1110,271]
ad-heading: NOTICE. [846,714,884,725]
paragraph: For Motueka—per p.s. Lady Barkly at 9 a.m. [12,744,144,754]
ad-heading: NOTICE. [684,519,722,530]
section-heading: INTERPROVINCIAL. [212,36,298,46]
column-rule [624,34,625,1464]
ad-heading: NOTICE. [1010,786,1048,797]
ad-heading: FOR SALE. [1005,740,1053,751]
ad-text: BY PURCHASING AT [898,144,999,154]
ad-signature: HENRY LYES. [1061,832,1107,842]
ad-sample-sale: SAMPLE SALE. [817,191,1080,231]
ad-item: FANCY SCARFS [985,1182,1073,1198]
table-cell: Friday [4,99,24,109]
ad-victoria-title: VICTORIA [199,792,312,818]
ad-text: AND ALSO [922,451,975,462]
ad-wymond-name: WYMOND'S [850,155,1047,191]
